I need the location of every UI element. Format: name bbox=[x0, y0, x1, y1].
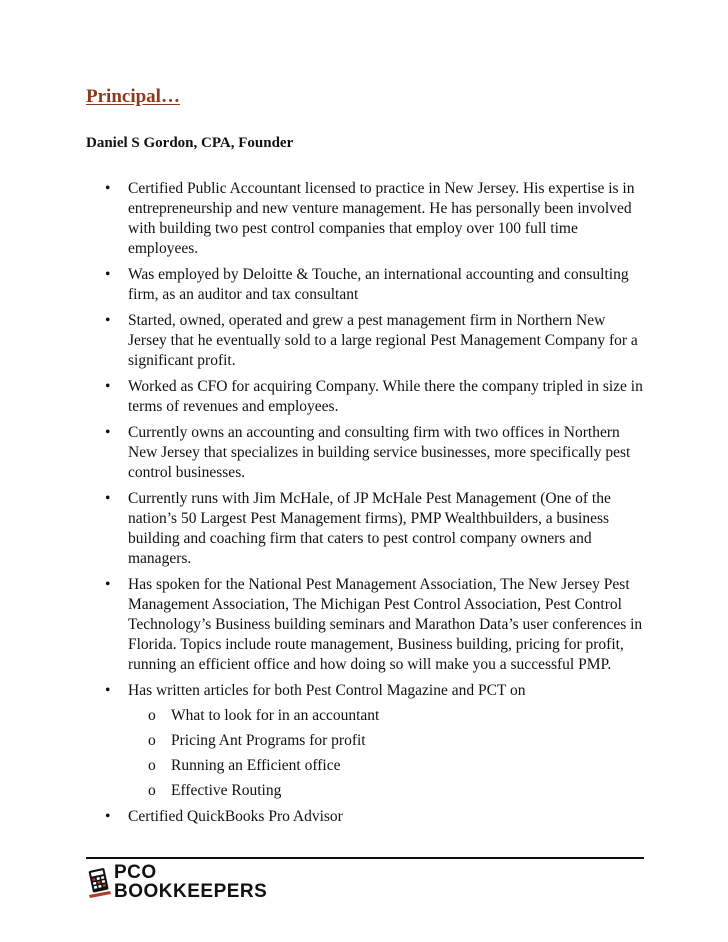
list-item-text: Was employed by Deloitte & Touche, an international accounting and consulting firm, as an auditor and tax consultant bbox=[128, 266, 629, 303]
list-item-text: Certified QuickBooks Pro Advisor bbox=[128, 808, 343, 825]
sublist-item-text: What to look for in an accountant bbox=[171, 707, 380, 724]
list-item bbox=[86, 377, 646, 417]
sublist-item-text: Effective Routing bbox=[171, 782, 282, 799]
list-item bbox=[86, 265, 646, 305]
list-item bbox=[86, 489, 646, 569]
sub-bullet-glyph: o bbox=[148, 732, 156, 749]
company-logo bbox=[88, 863, 288, 903]
sublist-item-text: Running an Efficient office bbox=[171, 757, 341, 774]
bullet-glyph: • bbox=[105, 576, 111, 593]
list-item bbox=[86, 681, 646, 801]
list-item bbox=[86, 311, 646, 371]
logo-wordmark bbox=[114, 863, 267, 901]
list-item bbox=[86, 575, 646, 675]
list-item-text: Has spoken for the National Pest Management Association, The New Jersey Pest Management Association, The Michigan Pest Control Association, Pest Control Technology’s Business building seminars and Marathon Data’s user conferences in Florida. Topics include route management, Business building, pricing for profit, running an efficient office and how doing so will make you a successful PMP. bbox=[128, 576, 643, 673]
calculator-icon bbox=[88, 863, 112, 901]
list-item-text: Currently owns an accounting and consulting firm with two offices in Northern New Jersey that specializes in building service businesses, more specifically pest control businesses. bbox=[128, 424, 631, 481]
sublist-item bbox=[128, 781, 646, 801]
list-item-text: Certified Public Accountant licensed to practice in New Jersey. His expertise is in entrepreneurship and new venture management. He has personally been involved with building two pest control companies that employ over 100 full time employees. bbox=[128, 180, 635, 257]
sub-bullet-glyph: o bbox=[148, 757, 156, 774]
bullet-glyph: • bbox=[105, 424, 111, 441]
bullet-glyph: • bbox=[105, 180, 111, 197]
list-item bbox=[86, 179, 646, 259]
logo-line-2: BOOKKEEPERS bbox=[114, 881, 268, 902]
list-item-text: Worked as CFO for acquiring Company. While there the company tripled in size in terms of revenues and employees. bbox=[128, 378, 643, 415]
list-item bbox=[86, 807, 646, 827]
sublist-item bbox=[128, 706, 646, 726]
bullet-glyph: • bbox=[105, 266, 111, 283]
bullet-glyph: • bbox=[105, 378, 111, 395]
sublist-item bbox=[128, 756, 646, 776]
bullet-glyph: • bbox=[105, 312, 111, 329]
credentials-list bbox=[86, 179, 646, 833]
list-item-text: Has written articles for both Pest Control Magazine and PCT on bbox=[128, 682, 526, 699]
list-item bbox=[86, 423, 646, 483]
sublist-item-text: Pricing Ant Programs for profit bbox=[171, 732, 366, 749]
bullet-glyph: • bbox=[105, 808, 111, 825]
articles-sublist bbox=[128, 706, 646, 801]
sub-bullet-glyph: o bbox=[148, 782, 156, 799]
list-item-text: Currently runs with Jim McHale, of JP McHale Pest Management (One of the nation’s 50 Largest Pest Management firms), PMP Wealthbuilders, a business building and coaching firm that caters to pest control company owners and managers. bbox=[128, 490, 611, 567]
sublist-item bbox=[128, 731, 646, 751]
bullet-glyph: • bbox=[105, 682, 111, 699]
bullet-glyph: • bbox=[105, 490, 111, 507]
logo-line-1: PCO bbox=[114, 862, 157, 883]
person-name-title: Daniel S Gordon, CPA, Founder bbox=[86, 135, 294, 151]
section-heading: Principal… bbox=[86, 86, 180, 107]
list-item-text: Started, owned, operated and grew a pest management firm in Northern New Jersey that he eventually sold to a large regional Pest Management Company for a significant profit. bbox=[128, 312, 638, 369]
footer-divider bbox=[86, 857, 644, 859]
sub-bullet-glyph: o bbox=[148, 707, 156, 724]
